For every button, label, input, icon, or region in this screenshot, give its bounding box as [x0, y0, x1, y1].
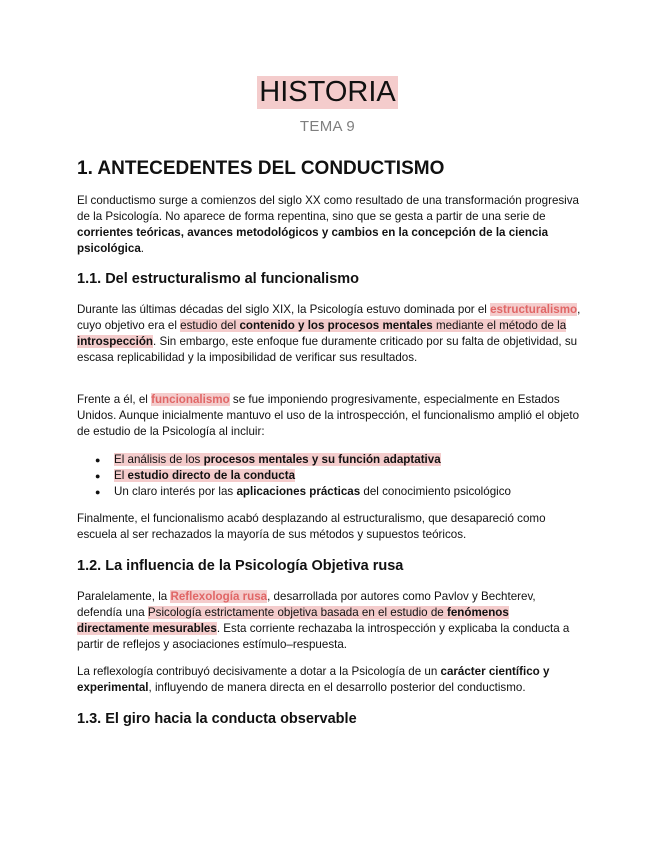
highlighted-text: El análisis de los: [114, 453, 204, 466]
text-run: El conductismo surge a comienzos del siglo XX como resultado de una transformación progresiva de la Psicología. No aparece de forma repentina, sino que se gesta a partir de una serie de: [77, 194, 580, 223]
document-title: HISTORIA: [259, 76, 396, 108]
highlighted-bold-text: procesos mentales y su función adaptativa: [203, 453, 441, 466]
section-1-3-heading: 1.3. El giro hacia la conducta observable: [77, 711, 357, 727]
highlighted-bold-text: estudio directo de la conducta: [127, 469, 296, 482]
text-run: Durante las últimas décadas del siglo XIX, la Psicología estuvo dominada por el: [77, 303, 491, 316]
highlighted-text: mediante el método de la: [432, 319, 567, 332]
highlighted-bold-text: introspección: [77, 335, 154, 348]
highlighted-term: funcionalismo: [151, 393, 230, 406]
section-1-1-paragraph-3: Finalmente, el funcionalismo acabó desplazando al estructuralismo, que desapareció como escuela al ser rechazados la mayoría de sus métodos y supuestos teóricos.: [77, 512, 546, 541]
section-1-1-heading: 1.1. Del estructuralismo al funcionalismo: [77, 271, 360, 287]
list-item: [95, 452, 575, 468]
text-run: , influyendo de manera directa en el desarrollo posterior del conductismo.: [148, 681, 526, 694]
bullet-icon: ●: [95, 471, 101, 481]
title-wrapper: [0, 76, 655, 109]
highlighted-text: El: [114, 469, 128, 482]
section-1-2-paragraph-1: [77, 589, 582, 653]
highlighted-bold-text: contenido y los procesos mentales: [239, 319, 433, 332]
bold-text: aplicaciones prácticas: [236, 485, 361, 498]
bullet-icon: ●: [95, 455, 101, 465]
text-run: se fue imponiendo progresivamente, especialmente en Estados Unidos. Aunque inicialmente mantuvo el uso de la introspección, el funcionalismo amplió el objeto de estudio de la Psicología al incluir:: [77, 393, 580, 438]
text-run: del conocimiento psicológico: [360, 485, 511, 498]
text-run: La reflexología contribuyó decisivamente a dotar a la Psicología de un: [77, 665, 441, 678]
highlighted-term: estructuralismo: [490, 303, 578, 316]
highlighted-text: Psicología estrictamente objetiva basada en el estudio de: [147, 606, 447, 619]
highlighted-bold-text: fenómenos directamente mesurables: [77, 606, 509, 635]
bullet-icon: ●: [95, 487, 101, 497]
section-1-2-heading: 1.2. La influencia de la Psicología Objetiva rusa: [77, 558, 404, 574]
section-1-1-paragraph-2: [77, 392, 582, 440]
document-subtitle: TEMA 9: [299, 118, 356, 135]
list-item: [95, 468, 575, 484]
section-1-1-paragraph-1: [77, 302, 582, 366]
section-1-heading: 1. ANTECEDENTES DEL CONDUCTISMO: [77, 158, 445, 179]
text-run: , cuyo objetivo era el: [77, 303, 581, 332]
section-1-2-paragraph-2: [77, 664, 582, 696]
text-run: . Esta corriente rechazaba la introspección y explicaba la conducta a partir de reflejos y asociaciones estímulo–respuesta.: [77, 622, 570, 651]
text-run: , desarrollada por autores como Pavlov y Bechterev, defendía una: [77, 590, 536, 619]
bold-text: corrientes teóricas, avances metodológicos y cambios en la concepción de la ciencia psicológica: [77, 226, 549, 255]
highlighted-term: Reflexología rusa: [170, 590, 268, 603]
text-run: Paralelamente, la: [77, 590, 171, 603]
bold-text: carácter científico y experimental: [77, 665, 550, 694]
text-run: . Sin embargo, este enfoque fue duramente criticado por su falta de objetividad, su escasa replicabilidad y la imposibilidad de verificar sus resultados.: [77, 335, 578, 364]
highlighted-text: estudio del: [180, 319, 240, 332]
section-1-paragraph: [77, 193, 582, 257]
text-run: .: [140, 242, 145, 255]
text-run: Un claro interés por las: [114, 485, 237, 498]
text-run: Frente a él, el: [77, 393, 152, 406]
feature-list: [95, 452, 575, 500]
list-item: [95, 484, 575, 500]
